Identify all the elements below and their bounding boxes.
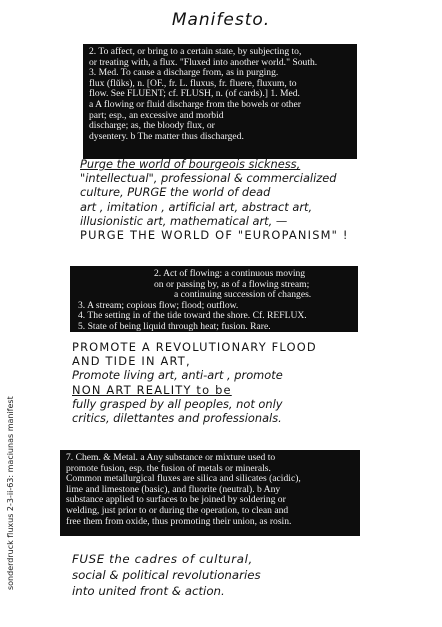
dictionary-clipping-3 [60,450,360,536]
hand-line: into united front & action. [72,584,225,598]
hand-line: illusionistic art, mathematical art, — [80,213,288,228]
clip-line: dysentery. b The matter thus discharged. [89,131,244,142]
clip-line: 2. To affect, or bring to a certain state, by subjecting to, [89,47,302,57]
clip-line: promote fusion, esp. the fusion of metals or minerals. [66,463,271,474]
manifesto-title: Manifesto. [171,10,271,30]
clip-line: flow. See FLUENT; cf. FLUSH, n. (of cards).] 1. Med. [89,89,300,100]
clip-line: part; esp., an excessive and morbid [89,110,224,121]
hand-line: PURGE THE WORLD OF "EUROPANISM" ! [80,228,349,243]
dictionary-clipping-1 [83,44,357,159]
clip-line: flux (flŭks), n. [OF., fr. L. fluxus, fr. fluere, fluxum, to [89,78,297,89]
handwritten-purge-block [80,157,349,242]
clip-line: 3. Med. To cause a discharge from, as in purging. [89,68,279,79]
clip-line: a continuing succession of changes. [174,290,312,301]
hand-line: Promote living art, anti-art , promote [72,368,283,383]
clip-line: Common metallurgical fluxes are silica and silicates (acidic), [66,474,301,485]
hand-line: culture, PURGE the world of dead [80,185,271,200]
dictionary-clipping-2 [70,266,358,332]
clip-line: 5. State of being liquid through heat; fusion. Rare. [78,321,271,332]
hand-line: AND TIDE IN ART, [72,354,191,369]
hand-line: PROMOTE A REVOLUTIONARY FLOOD [72,340,317,354]
handwritten-promote-block [72,340,317,425]
clip-line: discharge; as, the bloody flux, or [89,121,215,132]
clip-line: 2. Act of flowing: a continuous moving [154,269,306,279]
hand-line: critics, dilettantes and professionals. [72,411,282,426]
vertical-caption: sonderdruck fluxus 2-3-ii-63: maciunas manifest [6,396,15,590]
clip-line: a A flowing or fluid discharge from the bowels or other [89,99,301,110]
clip-line: on or passing by, as of a flowing stream; [154,279,310,290]
hand-line: fully grasped by all peoples, not only [72,396,283,411]
hand-line: FUSE the cadres of cultural, [72,552,253,566]
clip-line: welding, just prior to or during the operation, to clean and [66,505,289,516]
hand-line: NON ART REALITY to be [72,382,232,397]
clip-line: or treating with, a flux. "Fluxed into another world." South. [89,57,318,68]
clip-line: substance applied to surfaces to be joined by soldering or [66,495,286,506]
hand-line: Purge the world of bourgeois sickness, [80,157,301,171]
hand-line: social & political revolutionaries [72,568,261,582]
clip-line: 3. A stream; copious flow; flood; outflow. [78,300,239,311]
clip-line: free them from oxide, thus promoting their union, as rosin. [66,516,292,527]
clip-line: 4. The setting in of the tide toward the shore. Cf. REFLUX. [78,311,307,322]
clip-line: 7. Chem. & Metal. a Any substance or mixture used to [66,453,276,463]
handwritten-fuse-block [72,551,261,599]
hand-line: "intellectual", professional & commercialized [80,171,337,186]
clip-line: lime and limestone (basic), and fluorite (neutral). b Any [66,484,281,495]
hand-line: art , imitation , artificial art, abstract art, [80,199,313,214]
